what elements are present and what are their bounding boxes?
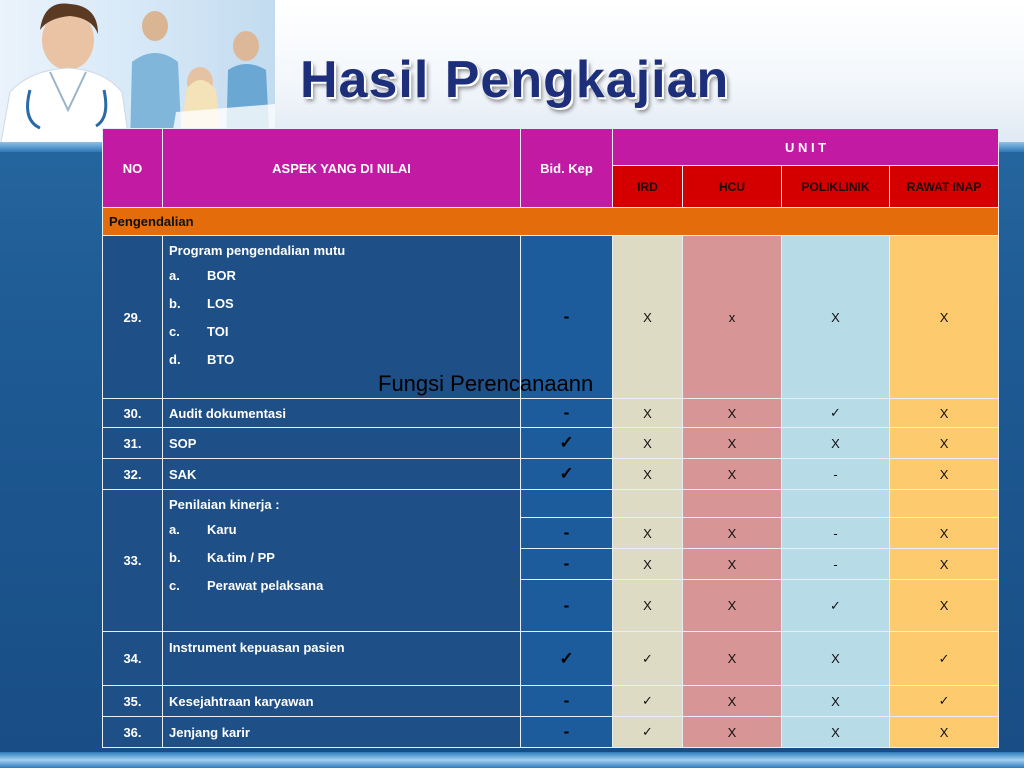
overlay-caption: Fungsi Perencanaann — [378, 371, 594, 396]
rawat-inap-value: ✓ — [890, 686, 999, 717]
row-no: 33. — [103, 490, 163, 632]
bid-value: ✓ — [521, 459, 613, 490]
row-no: 32. — [103, 459, 163, 490]
ird-value: X — [613, 236, 683, 399]
row-no: 36. — [103, 717, 163, 748]
hcu-value: X — [683, 518, 782, 549]
header-no: NO — [103, 129, 163, 208]
section-pengendalian: Pengendalian — [103, 208, 999, 236]
ird-value: ✓ — [613, 717, 683, 748]
slide-title: Hasil Pengkajian — [300, 51, 730, 109]
header-hcu: HCU — [683, 166, 782, 208]
rawat-inap-value: X — [890, 428, 999, 459]
assessment-table — [102, 128, 999, 748]
bid-value: ✓ — [521, 632, 613, 686]
list-item: d. BTO — [169, 352, 235, 367]
ird-value: ✓ — [613, 686, 683, 717]
poliklinik-value: X — [782, 632, 890, 686]
table-row — [103, 459, 999, 490]
bid-value: - — [521, 717, 613, 748]
rawat-inap-value: X — [890, 399, 999, 428]
table-row — [103, 399, 999, 428]
header-rawat-inap: RAWAT INAP — [890, 166, 999, 208]
poliklinik-value: X — [782, 686, 890, 717]
bid-value: - — [521, 580, 613, 632]
table-row — [103, 686, 999, 717]
list-item: b. LOS — [169, 296, 234, 311]
list-item: c. TOI — [169, 324, 229, 339]
rawat-inap-value: X — [890, 549, 999, 580]
row-no: 29. — [103, 236, 163, 399]
row-aspek-title: Program pengendalian mutu — [169, 243, 346, 258]
ird-value: X — [613, 428, 683, 459]
header-aspek: ASPEK YANG DI NILAI — [163, 129, 521, 208]
ird-value: X — [613, 549, 683, 580]
row-no: 34. — [103, 632, 163, 686]
rawat-inap-value: X — [890, 459, 999, 490]
row-aspek: Audit dokumentasi — [163, 399, 521, 428]
row-aspek: SAK — [163, 459, 521, 490]
list-item: a. Karu — [169, 522, 237, 537]
row-aspek — [163, 490, 521, 632]
row-no: 35. — [103, 686, 163, 717]
bid-value: - — [521, 399, 613, 428]
poliklinik-value: - — [782, 549, 890, 580]
hcu-value: X — [683, 459, 782, 490]
bid-value — [521, 490, 613, 518]
table-row — [103, 428, 999, 459]
poliklinik-value: ✓ — [782, 580, 890, 632]
hcu-value: X — [683, 686, 782, 717]
rawat-inap-value: X — [890, 518, 999, 549]
row-aspek: Instrument kepuasan pasien — [163, 632, 521, 686]
header-bid: Bid. Kep — [521, 129, 613, 208]
header-ird: IRD — [613, 166, 683, 208]
ird-value: X — [613, 518, 683, 549]
poliklinik-value: ✓ — [782, 399, 890, 428]
header-unit: U N I T — [613, 129, 999, 166]
list-item: b. Ka.tim / PP — [169, 550, 275, 565]
table-row — [103, 632, 999, 686]
row-aspek: Jenjang karir — [163, 717, 521, 748]
ird-value: ✓ — [613, 632, 683, 686]
row-aspek: Kesejahtraan karyawan — [163, 686, 521, 717]
poliklinik-value: X — [782, 236, 890, 399]
bid-value: ✓ — [521, 428, 613, 459]
hcu-value — [683, 490, 782, 518]
poliklinik-value — [782, 490, 890, 518]
bid-value: - — [521, 518, 613, 549]
poliklinik-value: - — [782, 459, 890, 490]
medical-staff-photo — [0, 0, 275, 148]
table-row — [103, 490, 999, 518]
hcu-value: X — [683, 580, 782, 632]
bid-value: - — [521, 549, 613, 580]
table-row — [103, 717, 999, 748]
poliklinik-value: X — [782, 428, 890, 459]
bid-value: - — [521, 236, 613, 399]
poliklinik-value: X — [782, 717, 890, 748]
ird-value: X — [613, 459, 683, 490]
list-item: a. BOR — [169, 268, 236, 283]
row-no: 30. — [103, 399, 163, 428]
row-aspek: SOP — [163, 428, 521, 459]
row-no: 31. — [103, 428, 163, 459]
rawat-inap-value: ✓ — [890, 632, 999, 686]
ird-value — [613, 490, 683, 518]
hcu-value: X — [683, 428, 782, 459]
rawat-inap-value: X — [890, 236, 999, 399]
ird-value: X — [613, 399, 683, 428]
header-poliklinik: POLIKLINIK — [782, 166, 890, 208]
poliklinik-value: - — [782, 518, 890, 549]
rawat-inap-value: X — [890, 717, 999, 748]
list-item: c. Perawat pelaksana — [169, 578, 324, 593]
rawat-inap-value: X — [890, 580, 999, 632]
hcu-value: X — [683, 717, 782, 748]
hcu-value: X — [683, 549, 782, 580]
row-aspek-title: Penilaian kinerja : — [169, 497, 280, 512]
hcu-value: X — [683, 399, 782, 428]
hcu-value: X — [683, 632, 782, 686]
rawat-inap-value — [890, 490, 999, 518]
bottom-stripe — [0, 752, 1024, 768]
ird-value: X — [613, 580, 683, 632]
bid-value: - — [521, 686, 613, 717]
hcu-value: x — [683, 236, 782, 399]
